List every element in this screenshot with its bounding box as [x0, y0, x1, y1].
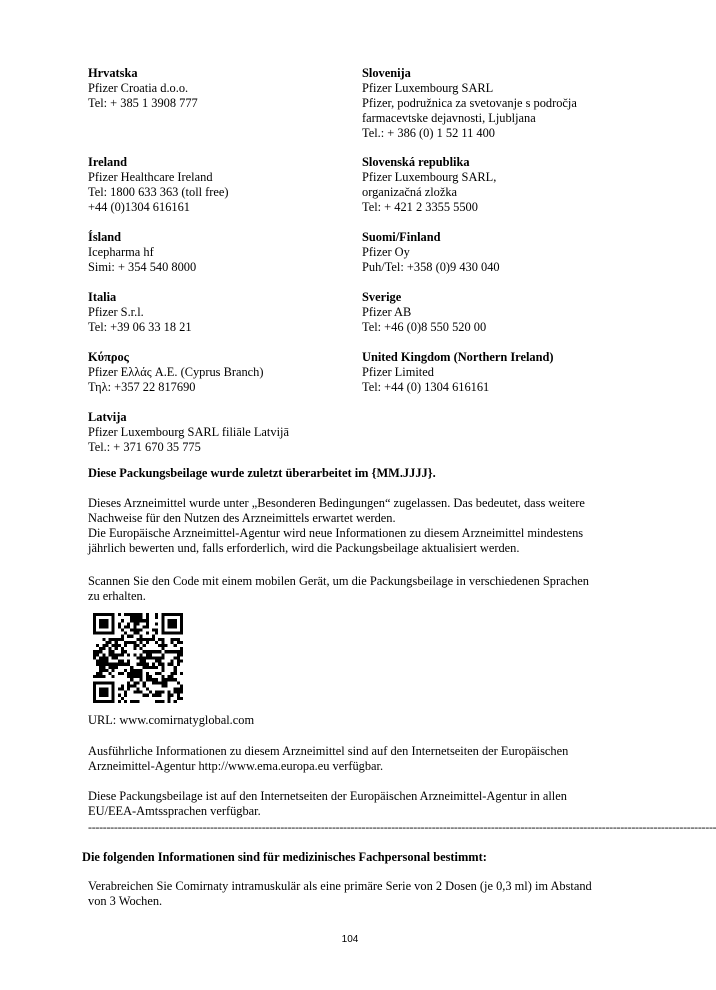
country-name: Κύπρος — [88, 350, 129, 364]
contact-line: Pfizer Luxembourg SARL — [362, 81, 494, 95]
professional-heading: Die folgenden Informationen sind für medizinisches Fachpersonal bestimmt: — [82, 850, 487, 864]
contact-line: Tel.: + 371 670 35 775 — [88, 440, 201, 454]
conditional-approval-text — [88, 496, 618, 556]
text-line: Diese Packungsbeilage ist auf den Internetseiten der Europäischen Arzneimittel-Agentur in allen — [88, 789, 567, 803]
contact-line: Pfizer Limited — [362, 365, 434, 379]
contact-line: Pfizer Healthcare Ireland — [88, 170, 213, 184]
text-line: jährlich bewerten und, falls erforderlich, wird die Packungsbeilage aktualisiert werden. — [88, 541, 520, 555]
ema-info — [88, 744, 618, 774]
contact-line: Tel: + 385 1 3908 777 — [88, 96, 198, 110]
contact-entry — [362, 350, 554, 395]
contact-entry — [88, 230, 196, 275]
text-line: Dieses Arzneimittel wurde unter „Besonderen Bedingungen“ zugelassen. Das bedeutet, dass weitere — [88, 496, 585, 510]
country-name: Ireland — [88, 155, 128, 169]
country-name: United Kingdom (Northern Ireland) — [362, 350, 554, 364]
contact-line: Tel: +39 06 33 18 21 — [88, 320, 192, 334]
contact-line: Tel: +46 (0)8 550 520 00 — [362, 320, 487, 334]
country-name: Latvija — [88, 410, 127, 424]
country-name: Hrvatska — [88, 66, 138, 80]
contact-line: Pfizer Luxembourg SARL, — [362, 170, 497, 184]
text-line: zu erhalten. — [88, 589, 146, 603]
contact-line: Pfizer Croatia d.o.o. — [88, 81, 189, 95]
dosing-text — [88, 879, 618, 909]
page-number: 104 — [341, 934, 359, 945]
contact-line: Tel: 1800 633 363 (toll free) — [88, 185, 229, 199]
contact-entry — [88, 66, 198, 111]
text-line: Scannen Sie den Code mit einem mobilen Gerät, um die Packungsbeilage in verschiedenen Sprachen — [88, 574, 589, 588]
contact-entry — [362, 155, 496, 215]
text-line: von 3 Wochen. — [88, 894, 163, 908]
text-line: EU/EEA-Amtssprachen verfügbar. — [88, 804, 261, 818]
contact-line: +44 (0)1304 616161 — [88, 200, 190, 214]
country-name: Slovenija — [362, 66, 411, 80]
contact-entry — [88, 410, 289, 455]
section-divider: -------------------------------------------------------------------------------------------------------------------------------------------------------------------------- — [88, 820, 716, 834]
qr-code-icon[interactable] — [93, 613, 183, 703]
country-name: Slovenská republika — [362, 155, 470, 169]
text-line: Arzneimittel-Agentur http://www.ema.europa.eu verfügbar. — [88, 759, 384, 773]
country-name: Ísland — [88, 230, 122, 244]
languages-info — [88, 789, 618, 819]
text-line: Nachweise für den Nutzen des Arzneimittels erwartet werden. — [88, 511, 396, 525]
contact-line: farmacevtske dejavnosti, Ljubljana — [362, 111, 536, 125]
contact-line: Tel: +44 (0) 1304 616161 — [362, 380, 490, 394]
contact-line: Pfizer, podružnica za svetovanje s področja — [362, 96, 577, 110]
contact-entry — [88, 350, 264, 395]
url-line: URL: www.comirnatyglobal.com — [88, 713, 255, 727]
text-line: Ausführliche Informationen zu diesem Arzneimittel sind auf den Internetseiten der Europäischen — [88, 744, 569, 758]
contact-line: Τηλ: +357 22 817690 — [88, 380, 196, 394]
text-line: Verabreichen Sie Comirnaty intramuskulär als eine primäre Serie von 2 Dosen (je 0,3 ml) im Abstand — [88, 879, 592, 893]
contact-line: Tel: + 421 2 3355 5500 — [362, 200, 478, 214]
revision-note: Diese Packungsbeilage wurde zuletzt überarbeitet im {MM.JJJJ}. — [88, 466, 436, 480]
contact-entry — [88, 155, 229, 215]
country-name: Italia — [88, 290, 117, 304]
contact-line: Icepharma hf — [88, 245, 154, 259]
country-name: Suomi/Finland — [362, 230, 441, 244]
scan-instruction — [88, 574, 618, 604]
contact-line: Pfizer Oy — [362, 245, 410, 259]
contact-line: Pfizer AB — [362, 305, 412, 319]
contact-entry — [362, 66, 577, 141]
contact-line: organizačná zložka — [362, 185, 458, 199]
country-name: Sverige — [362, 290, 402, 304]
contact-entry — [362, 230, 500, 275]
contact-line: Pfizer Ελλάς A.E. (Cyprus Branch) — [88, 365, 264, 379]
contact-entry — [88, 290, 192, 335]
contact-line: Puh/Tel: +358 (0)9 430 040 — [362, 260, 500, 274]
contact-line: Simi: + 354 540 8000 — [88, 260, 197, 274]
contact-line: Tel.: + 386 (0) 1 52 11 400 — [362, 126, 495, 140]
text-line: Die Europäische Arzneimittel-Agentur wird neue Informationen zu diesem Arzneimittel mindestens — [88, 526, 584, 540]
contact-entry — [362, 290, 486, 335]
contact-line: Pfizer Luxembourg SARL filiāle Latvijā — [88, 425, 289, 439]
contact-line: Pfizer S.r.l. — [88, 305, 144, 319]
